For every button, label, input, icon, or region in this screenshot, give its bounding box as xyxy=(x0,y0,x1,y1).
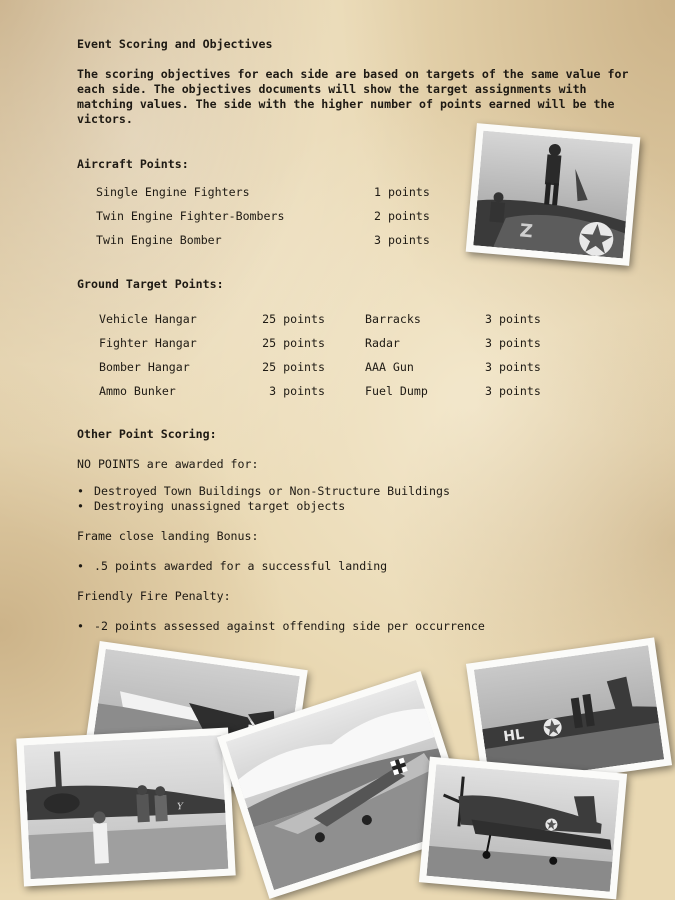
ground-target-points: 3 points xyxy=(485,384,541,398)
svg-text:Z: Z xyxy=(518,220,534,243)
ground-target-name: Bomber Hangar xyxy=(99,360,190,374)
ground-target-name: AAA Gun xyxy=(365,360,414,374)
page-title: Event Scoring and Objectives xyxy=(77,37,273,51)
svg-text:Y: Y xyxy=(176,802,184,813)
ground-target-name: Fuel Dump xyxy=(365,384,428,398)
other-scoring-heading: Other Point Scoring: xyxy=(77,427,217,441)
ground-target-name: Ammo Bunker xyxy=(99,384,176,398)
aircraft-row-points: 1 points xyxy=(374,185,430,199)
ground-target-points: 25 points xyxy=(262,312,325,326)
no-points-item: Destroying unassigned target objects xyxy=(94,499,346,513)
friendly-fire-label: Friendly Fire Penalty: xyxy=(77,589,231,603)
aircraft-points-heading: Aircraft Points: xyxy=(77,157,189,171)
bullet-icon: • xyxy=(77,484,84,498)
landing-bonus-item: .5 points awarded for a successful landing xyxy=(94,559,388,573)
ground-points-heading: Ground Target Points: xyxy=(77,277,224,291)
aircraft-row-name: Single Engine Fighters xyxy=(96,185,250,199)
ground-target-points: 3 points xyxy=(269,384,325,398)
ground-target-points: 3 points xyxy=(485,336,541,350)
landing-bonus-label: Frame close landing Bonus: xyxy=(77,529,259,543)
no-points-item: Destroyed Town Buildings or Non-Structure Buildings xyxy=(94,484,450,498)
ground-target-name: Vehicle Hangar xyxy=(99,312,197,326)
bullet-icon: • xyxy=(77,499,84,513)
ground-target-points: 25 points xyxy=(262,336,325,350)
ground-target-name: Barracks xyxy=(365,312,421,326)
aircraft-row-name: Twin Engine Fighter-Bombers xyxy=(96,209,285,223)
pilots-with-mustang-photo xyxy=(16,728,235,887)
aircraft-row-points: 3 points xyxy=(374,233,430,247)
no-points-label: NO POINTS are awarded for: xyxy=(77,457,259,471)
intro-paragraph: The scoring objectives for each side are based on targets of the same value for each side. The objectives documents will show the target assignments with matching values. The side with the higher number of points earned will be the victors. xyxy=(77,67,629,126)
p40-photo xyxy=(419,757,627,900)
pilot-on-wing-photo xyxy=(466,123,641,266)
ground-target-name: Fighter Hangar xyxy=(99,336,197,350)
aircraft-row-points: 2 points xyxy=(374,209,430,223)
ground-target-name: Radar xyxy=(365,336,400,350)
ground-target-points: 3 points xyxy=(485,312,541,326)
ground-target-points: 25 points xyxy=(262,360,325,374)
svg-text:HL: HL xyxy=(502,726,526,746)
aircraft-row-name: Twin Engine Bomber xyxy=(96,233,222,247)
ground-target-points: 3 points xyxy=(485,360,541,374)
bullet-icon: • xyxy=(77,559,84,573)
friendly-fire-item: -2 points assessed against offending side per occurrence xyxy=(94,619,485,633)
bullet-icon: • xyxy=(77,619,84,633)
